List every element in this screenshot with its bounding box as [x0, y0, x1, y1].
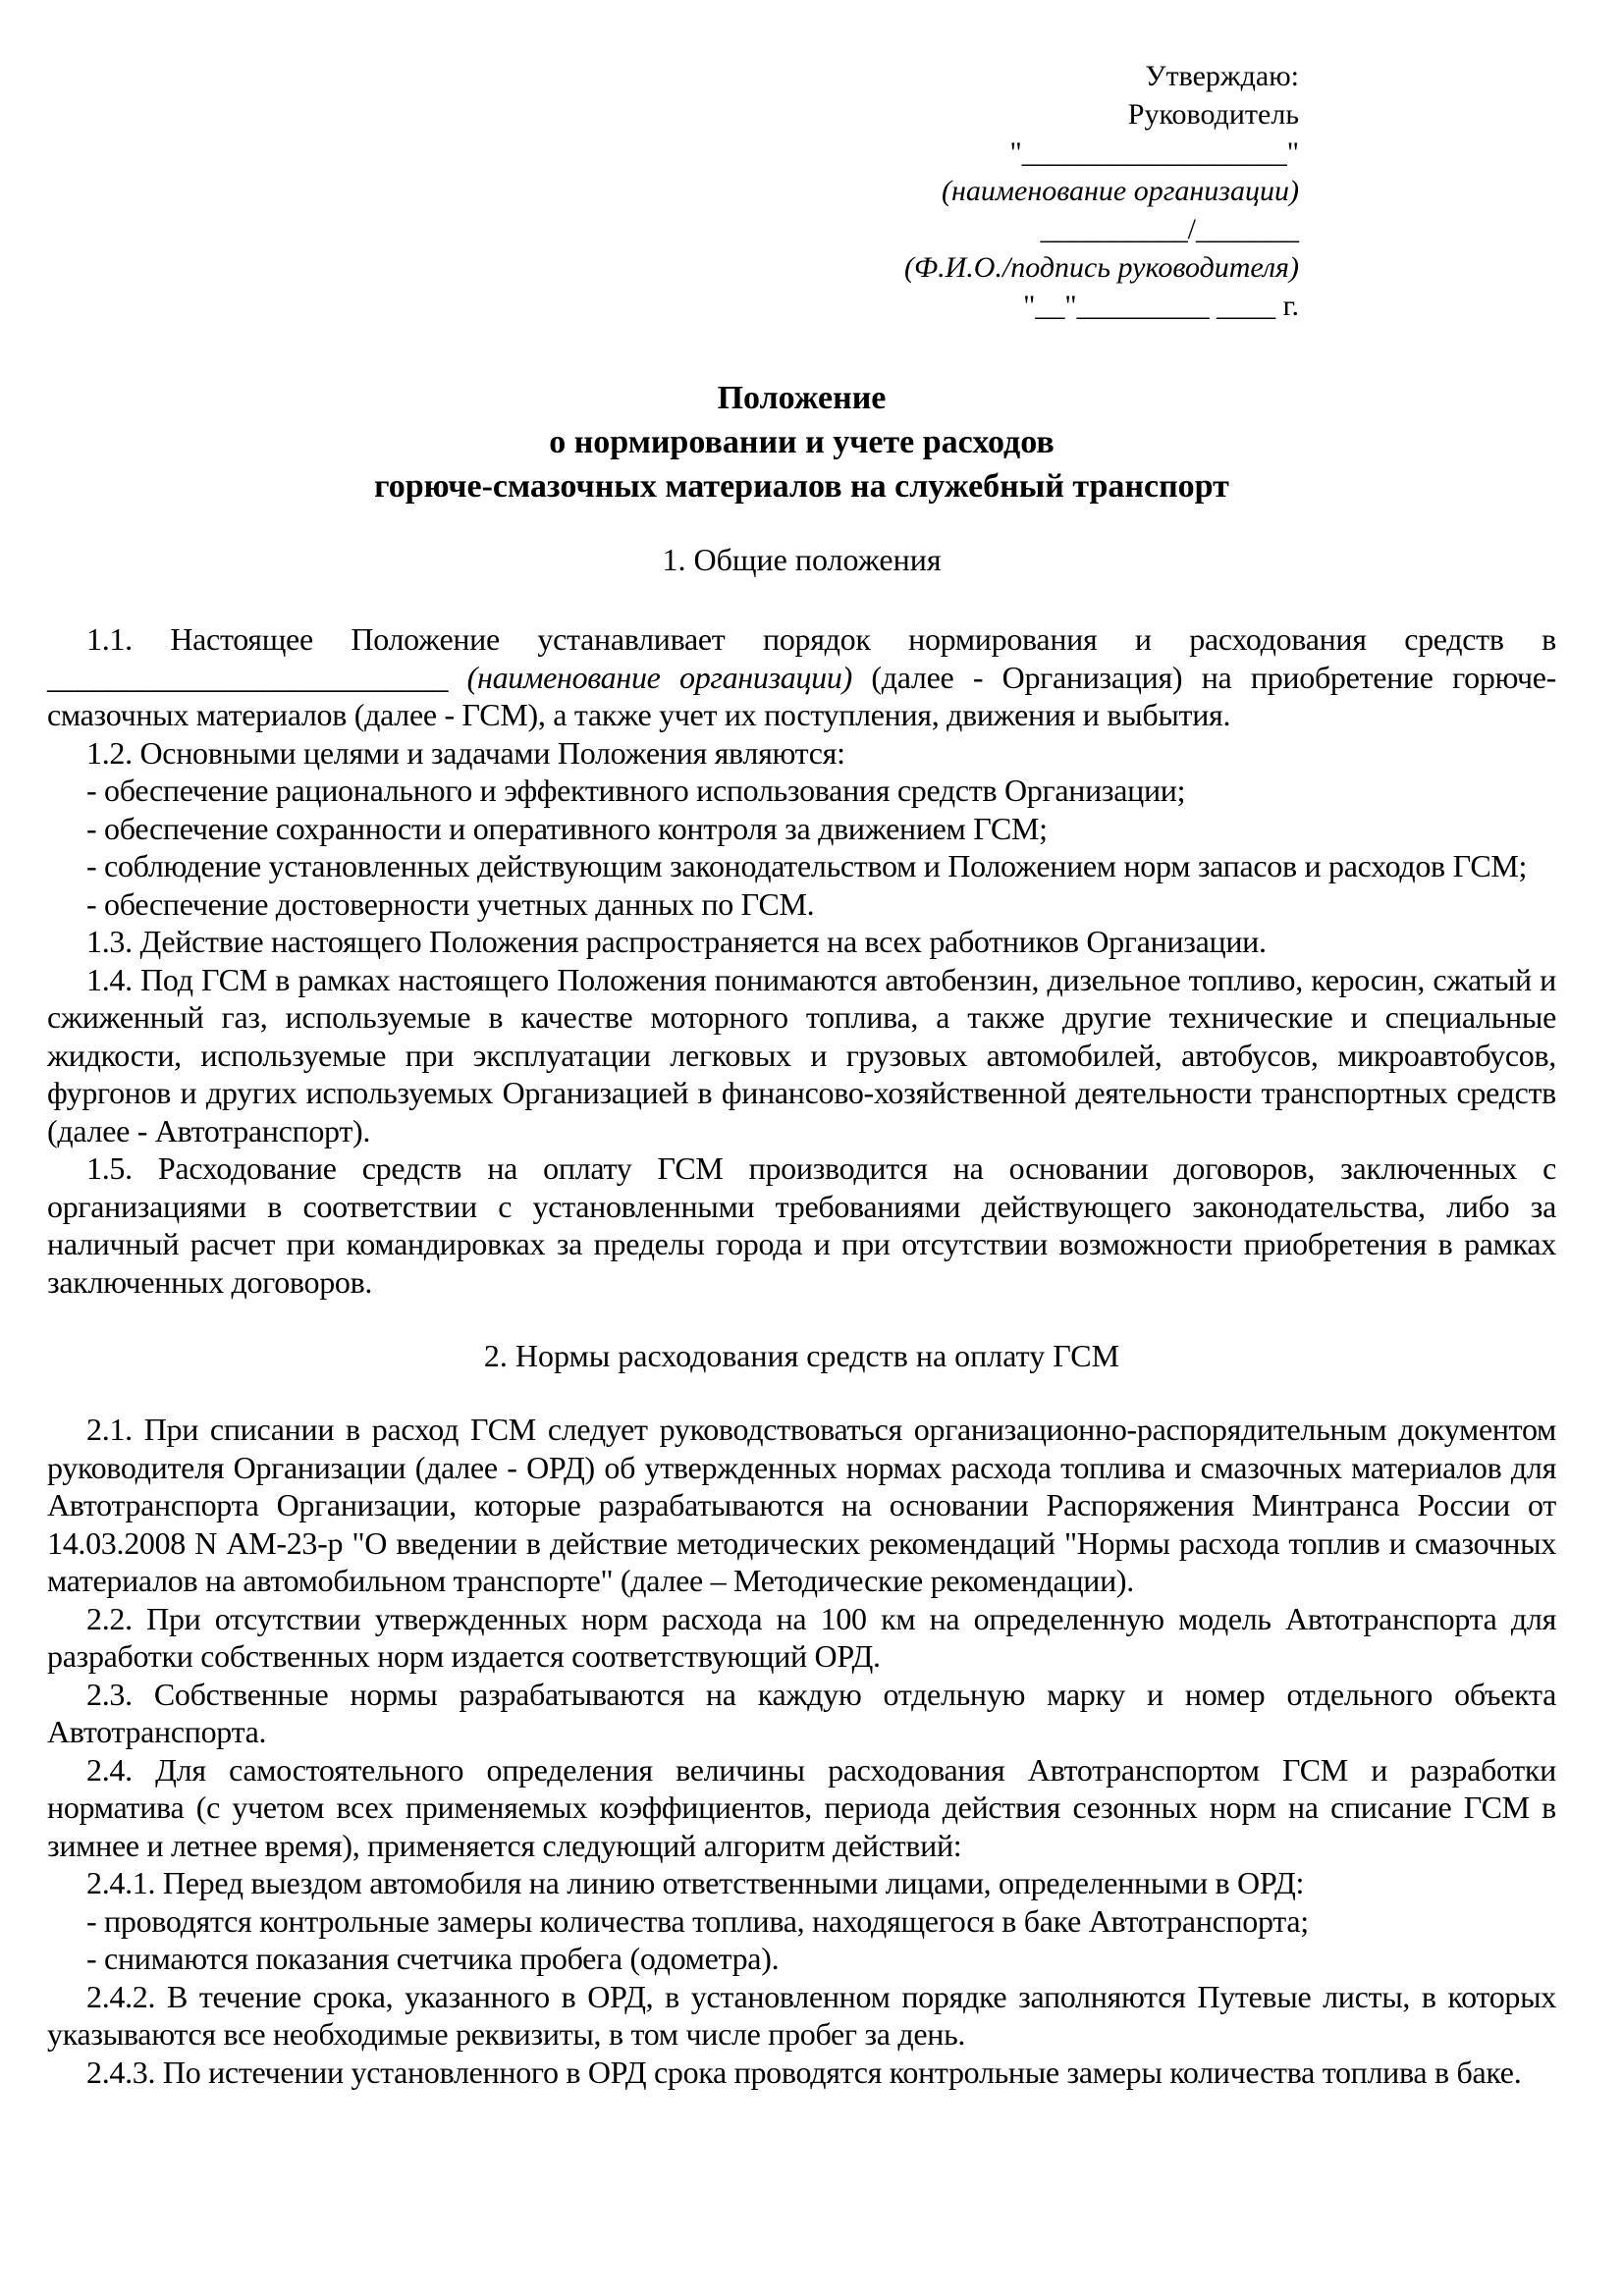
paragraph-2-4-3: 2.4.3. По истечении установленного в ОРД срока проводятся контрольные замеры количества топлива в баке. — [86, 2054, 1522, 2090]
paragraph-1-2: 1.2. Основными целями и задачами Положения являются: — [86, 734, 845, 771]
paragraph-2-2: 2.2. При отсутствии утвержденных норм расхода на 100 км на определенную модель Автотранспорта для разработки собственных норм издается соответствующий ОРД. — [47, 1600, 1556, 1674]
approve-label: Утверждаю: — [1145, 60, 1299, 92]
paragraph-2-1: 2.1. При списании в расход ГСМ следует руководствоваться организационно-распорядительным документом руководителя Организации (далее - ОРД) об утвержденных нормах расхода топлива и смазочных материалов для Автотранспорта Организации, которые разрабатываются на основании Распоряжения Минтранса России от 14.03.2008 N АМ-23-р "О введении в действие методических рекомендаций "Нормы расхода топлив и смазочных материалов на автомобильном транспорте" (далее – Методические рекомендации). — [47, 1412, 1556, 1598]
signature-blank: __________/_______ — [1040, 213, 1299, 245]
paragraph-2-4-2: 2.4.2. В течение срока, указанного в ОРД, в установленном порядке заполняются Путевые листы, в которых указываются все необходимые реквизиты, в том числе пробег за день. — [47, 1978, 1556, 2052]
approval-block — [47, 57, 1556, 325]
goal-item-1: - обеспечение рационального и эффективного использования средств Организации; — [86, 773, 1186, 808]
section-2-heading: 2. Нормы расходования средств на оплату ГСМ — [483, 1338, 1120, 1373]
paragraph-2-4: 2.4. Для самостоятельного определения величины расходования Автотранспортом ГСМ и разработки норматива (с учетом всех применяемых коэффициентов, периода действия сезонных норм на списание ГСМ в зимнее и летнее время), применяется следующий алгоритм действий: — [47, 1751, 1556, 1863]
signature-caption: (Ф.И.О./подпись руководителя) — [904, 251, 1299, 284]
org-blank-inline: __________________________ — [47, 659, 467, 695]
paragraph-1-4: 1.4. Под ГСМ в рамках настоящего Положения понимаются автобензин, дизельное топливо, керосин, сжатый и сжиженный газ, используемые в качестве моторного топлива, а также другие технические и специальные жидкости, используемые при эксплуатации легковых и грузовых автомобилей, автобусов, микроавтобусов, фургонов и других используемых Организацией в финансово-хозяйственной деятельности транспортных средств (далее - Автотранспорт). — [47, 961, 1556, 1148]
step-item-2: - снимаются показания счетчика пробега (одометра). — [86, 1941, 780, 1976]
org-name-caption: (наименование организации) — [941, 175, 1299, 207]
text-run: 1.1. Настоящее Положение устанавливает порядок нормирования и расходования средств в — [86, 621, 1556, 657]
goal-item-3: - соблюдение установленных действующим законодательством и Положением норм запасов и расходов ГСМ; — [86, 848, 1528, 883]
date-blank: "__"_________ ____ г. — [1023, 290, 1299, 322]
section-1-heading: 1. Общие положения — [662, 542, 942, 577]
paragraph-2-4-1: 2.4.1. Перед выездом автомобиля на линию ответственными лицами, определенными в ОРД: — [86, 1865, 1305, 1900]
paragraph-1-1 — [47, 620, 1556, 734]
approver-role-label: Руководитель — [1127, 98, 1299, 131]
step-item-1: - проводятся контрольные замеры количества топлива, находящегося в баке Автотранспорта; — [86, 1902, 1309, 1939]
goal-item-2: - обеспечение сохранности и оперативного контроля за движением ГСМ; — [86, 810, 1048, 846]
title-line-2: о нормировании и учете расходов — [549, 424, 1055, 460]
org-caption-inline: (наименование организации) — [466, 659, 852, 695]
title-line-3: горюче-смазочных материалов на служебный транспорт — [374, 468, 1229, 505]
title-line-1: Положение — [717, 380, 887, 416]
paragraph-1-5: 1.5. Расходование средств на оплату ГСМ производится на основании договоров, заключенных с организациями в соответствии с установленными требованиями действующего законодательства, либо за наличный расчет при командировках за пределы города и при отсутствии возможности приобретения в рамках заключенных договоров. — [47, 1150, 1556, 1300]
org-name-blank: "__________________" — [1009, 136, 1299, 169]
goal-item-4: - обеспечение достоверности учетных данных по ГСМ. — [86, 885, 815, 922]
text-run: (далее - Организация) на приобретение горюче-смазочных материалов (далее - ГСМ), а также учет их поступления, движения и выбытия. — [47, 659, 1556, 732]
document-title — [47, 376, 1556, 508]
paragraph-2-3: 2.3. Собственные нормы разрабатываются на каждую отдельную марку и номер отдельного объекта Автотранспорта. — [47, 1676, 1556, 1749]
paragraph-1-3: 1.3. Действие настоящего Положения распространяется на всех работников Организации. — [86, 924, 1267, 959]
